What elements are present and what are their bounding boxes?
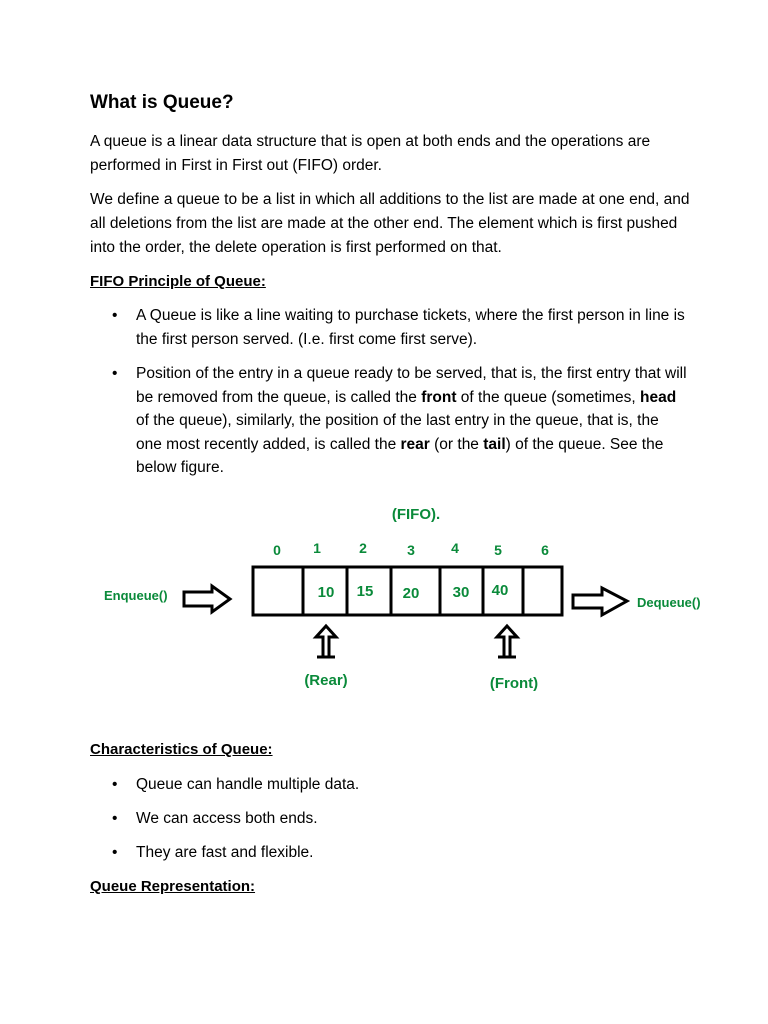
list-item — [112, 773, 687, 796]
definition-paragraph: We define a queue to be a list in which all additions to the list are made at one end, and all deletions from the list are made at the other end. The element which is first pushed into the order, the delete operation is first performed on that. — [90, 191, 690, 256]
index-label: 1 — [313, 540, 321, 556]
front-arrow-icon — [497, 626, 517, 657]
fifo-bullet-list — [112, 304, 687, 491]
text-span: of the queue (sometimes, — [456, 388, 641, 406]
queue-cell-value: 20 — [402, 585, 420, 602]
fifo-heading: FIFO Principle of Queue: — [90, 273, 266, 290]
diagram-fifo-label: (FIFO). — [391, 506, 441, 523]
index-label: 5 — [494, 542, 502, 558]
queue-cell — [253, 567, 303, 615]
rear-arrow-icon — [316, 626, 336, 657]
representation-heading: Queue Representation: — [90, 878, 256, 895]
enqueue-arrow-icon — [184, 586, 230, 612]
index-labels — [273, 540, 549, 558]
index-label: 3 — [407, 542, 415, 558]
term-rear: rear — [400, 435, 430, 453]
queue-cell-value: 30 — [452, 584, 470, 601]
list-item — [112, 362, 687, 480]
queue-cell — [523, 567, 562, 615]
queue-cell-value: 10 — [317, 584, 335, 601]
text-span: of the queue), similarly, the position of the last entry in the queue, that is, the one most recently added, is called the — [136, 412, 659, 453]
index-label: 6 — [541, 542, 549, 558]
text-span: Position of the entry in a queue ready to be served, that is, the first entry that will be removed from the queue, is called the — [136, 365, 687, 406]
list-item — [112, 304, 687, 351]
text-span: ) of the queue. See the below figure. — [136, 435, 664, 476]
queue-cell-value: 40 — [491, 582, 509, 599]
list-item-text: We can access both ends. — [136, 810, 318, 827]
front-label: (Front) — [489, 675, 539, 692]
index-label: 4 — [451, 540, 459, 556]
page-title: What is Queue? — [90, 92, 234, 113]
queue-cell-value: 15 — [356, 583, 374, 600]
dequeue-arrow-icon — [573, 588, 627, 615]
list-item-text: They are fast and flexible. — [136, 844, 314, 861]
enqueue-label: Enqueue() — [104, 588, 168, 603]
index-label: 2 — [359, 540, 367, 556]
characteristics-heading: Characteristics of Queue: — [90, 741, 273, 758]
text-span: (or the — [429, 435, 484, 453]
dequeue-label: Dequeue() — [637, 595, 701, 610]
list-item — [112, 807, 687, 830]
rear-label: (Rear) — [304, 672, 348, 689]
term-tail: tail — [483, 435, 506, 453]
list-item-text: A Queue is like a line waiting to purchase tickets, where the first person in line is the first person served. (I.e. first come first serve). — [136, 307, 685, 348]
characteristics-list — [112, 773, 687, 875]
index-label: 0 — [273, 542, 281, 558]
list-item — [112, 841, 687, 864]
list-item-text: Queue can handle multiple data. — [136, 776, 360, 793]
term-front: front — [421, 388, 457, 406]
queue-diagram — [0, 495, 768, 705]
queue-cells — [253, 567, 562, 615]
term-head: head — [640, 388, 677, 406]
intro-paragraph: A queue is a linear data structure that is open at both ends and the operations are performed in First in First out (FIFO) order. — [90, 133, 651, 174]
